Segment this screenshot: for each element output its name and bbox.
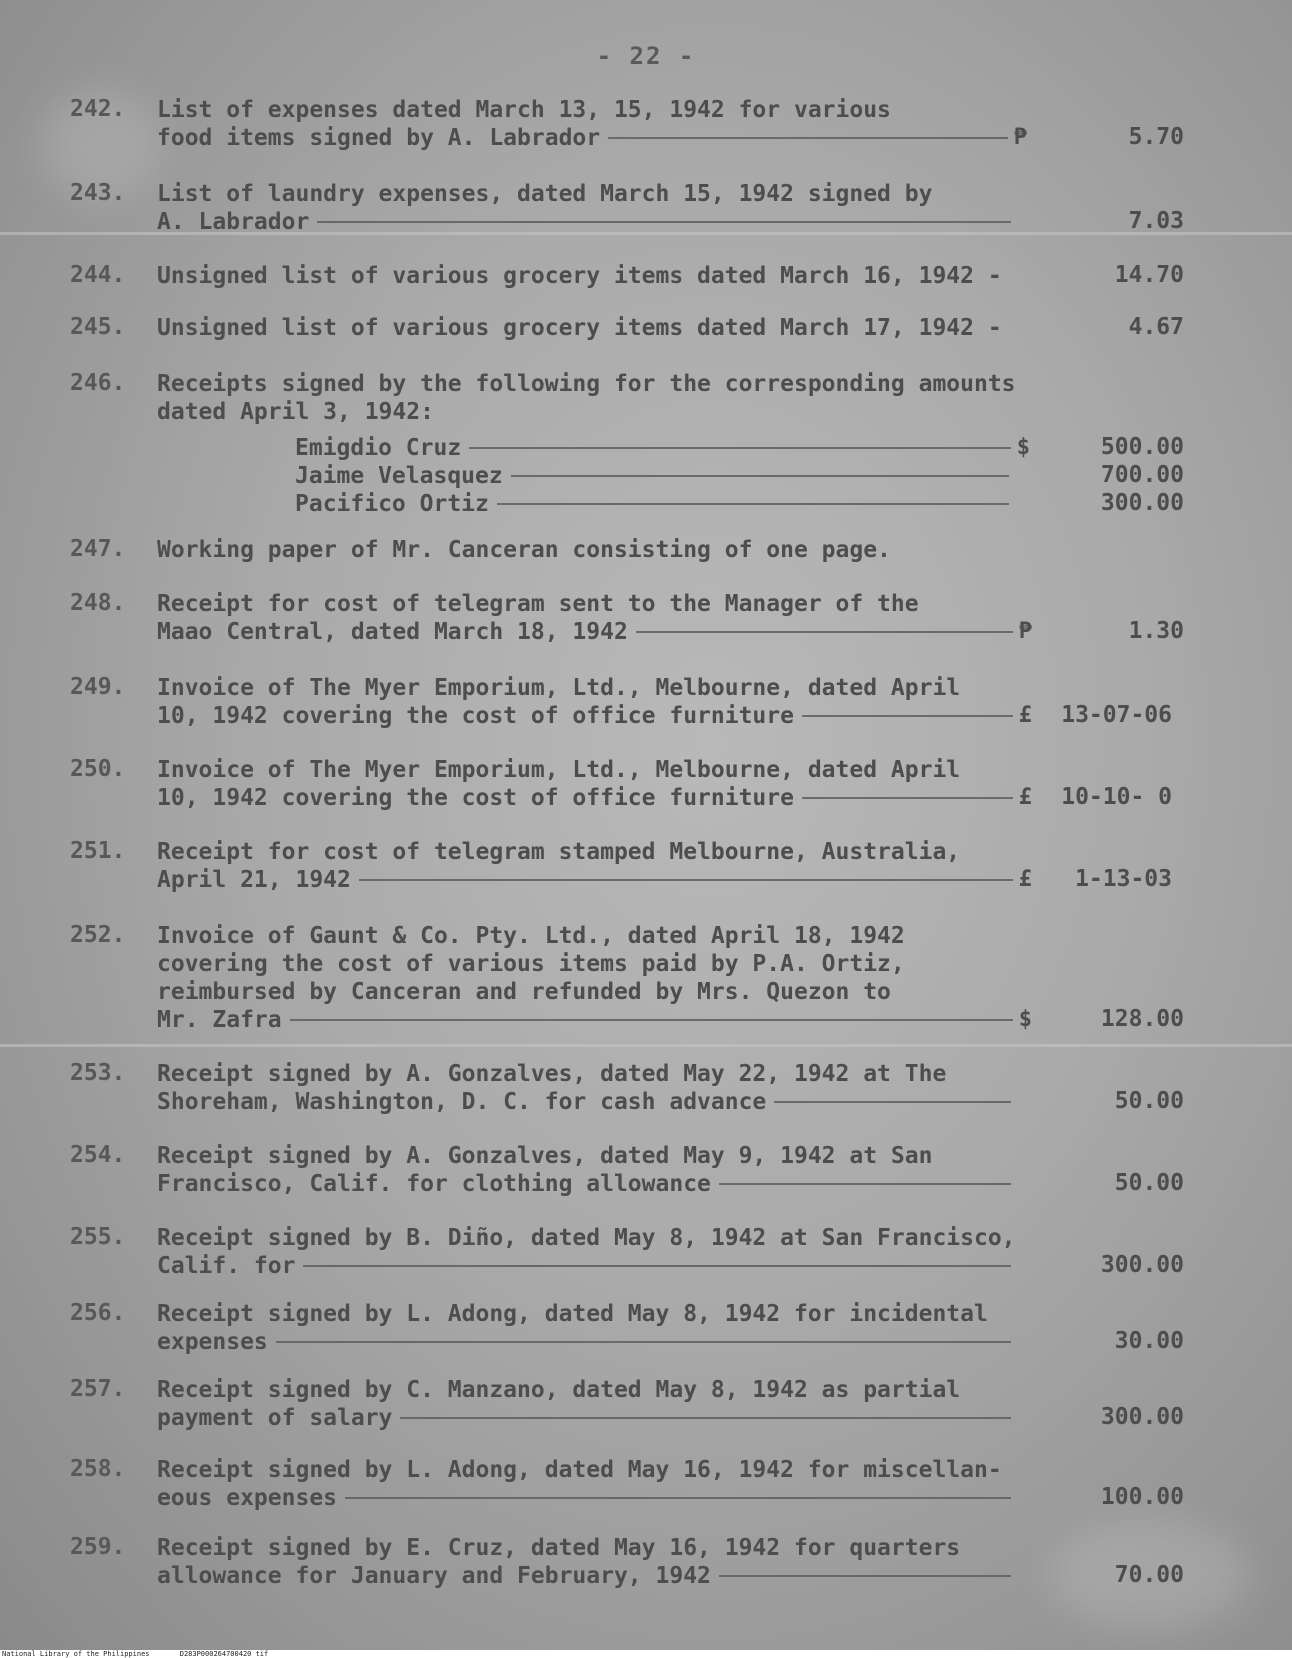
entry-text: Receipt for cost of telegram stamped Melbourne, Australia, bbox=[157, 839, 961, 865]
entry-number: 258. bbox=[70, 1456, 126, 1482]
entry-text: Francisco, Calif. for clothing allowance bbox=[157, 1171, 711, 1197]
payee-name: Pacifico Ortiz bbox=[295, 491, 489, 517]
currency-sign: $ bbox=[1018, 1007, 1032, 1032]
entry-text: List of expenses dated March 13, 15, 1942 for various bbox=[157, 97, 891, 123]
entry-line bbox=[157, 1456, 1037, 1484]
payee-name: Emigdio Cruz bbox=[295, 435, 462, 461]
entry-text: A. Labrador bbox=[157, 209, 310, 235]
entry-line bbox=[157, 180, 1017, 208]
entry-text: dated April 3, 1942: bbox=[157, 399, 434, 425]
entry-amount: 7.03 bbox=[1128, 208, 1184, 234]
scan-footer bbox=[0, 1650, 1292, 1658]
entry-text: Calif. for bbox=[157, 1253, 296, 1279]
entry-number: 244. bbox=[70, 262, 126, 288]
entry-text: Shoreham, Washington, D. C. for cash advance bbox=[157, 1089, 767, 1115]
leader-line bbox=[636, 631, 1013, 633]
entry-line bbox=[157, 398, 1037, 426]
entry-number: 247. bbox=[70, 536, 126, 562]
entry-number: 251. bbox=[70, 838, 126, 864]
entry-text: Unsigned list of various grocery items dated March 16, 1942 - bbox=[157, 263, 1002, 289]
entry-line bbox=[157, 1060, 1037, 1088]
leader-line bbox=[608, 137, 1008, 139]
entry-number: 246. bbox=[70, 370, 126, 396]
leader-line bbox=[359, 879, 1013, 881]
entry-line bbox=[157, 978, 1037, 1006]
entry-text: Receipt signed by E. Cruz, dated May 16, 1942 for quarters bbox=[157, 1535, 961, 1561]
currency-sign: £ bbox=[1018, 785, 1032, 810]
entry-text: Receipt signed by B. Diño, dated May 8, 1942 at San Francisco, bbox=[157, 1225, 1016, 1251]
entry-line bbox=[157, 1252, 1017, 1280]
leader-line bbox=[400, 1417, 1011, 1419]
entry-text: Mr. Zafra bbox=[157, 1007, 282, 1033]
entry-number: 255. bbox=[70, 1224, 126, 1250]
leader-line bbox=[317, 221, 1011, 223]
leader-line bbox=[719, 1183, 1011, 1185]
entry-text: Receipt signed by A. Gonzalves, dated May 9, 1942 at San bbox=[157, 1143, 933, 1169]
entry-number: 249. bbox=[70, 674, 126, 700]
entry-line bbox=[157, 950, 1037, 978]
entry-amount: 14.70 bbox=[1114, 262, 1184, 288]
entry-number: 256. bbox=[70, 1300, 126, 1326]
leader-line bbox=[290, 1019, 1013, 1021]
entry-line bbox=[157, 1170, 1017, 1198]
entry-text: Unsigned list of various grocery items dated March 17, 1942 - bbox=[157, 315, 1002, 341]
library-credit: National Library of the Philippines bbox=[2, 1650, 150, 1658]
entry-number: 254. bbox=[70, 1142, 126, 1168]
entry-text: eous expenses bbox=[157, 1485, 338, 1511]
entry-line bbox=[157, 1404, 1017, 1432]
leader-line bbox=[774, 1101, 1011, 1103]
entry-line bbox=[157, 124, 1027, 152]
payee-amount: 500.00 bbox=[1100, 434, 1184, 460]
file-name: D283P000264700420 tif bbox=[179, 1650, 269, 1658]
entry-line bbox=[157, 314, 1037, 342]
entry-text: Invoice of The Myer Emporium, Ltd., Melbourne, dated April bbox=[157, 675, 961, 701]
entry-text: List of laundry expenses, dated March 15, 1942 signed by bbox=[157, 181, 933, 207]
entry-line bbox=[157, 838, 1037, 866]
entry-amount: 4.67 bbox=[1128, 314, 1184, 340]
entry-line bbox=[157, 1562, 1017, 1590]
entry-line bbox=[157, 618, 1032, 646]
entry-line bbox=[157, 1142, 1037, 1170]
entry-number: 248. bbox=[70, 590, 126, 616]
entry-amount: 300.00 bbox=[1100, 1252, 1184, 1278]
entry-amount: 50.00 bbox=[1114, 1170, 1184, 1196]
payee-amount: 300.00 bbox=[1100, 490, 1184, 516]
entry-amount: 128.00 bbox=[1100, 1006, 1184, 1032]
entry-text: Receipt for cost of telegram sent to the Manager of the bbox=[157, 591, 919, 617]
entry-line bbox=[157, 1224, 1037, 1252]
entry-text: Invoice of The Myer Emporium, Ltd., Melbourne, dated April bbox=[157, 757, 961, 783]
leader-line bbox=[802, 715, 1013, 717]
entry-number: 257. bbox=[70, 1376, 126, 1402]
entry-text: Working paper of Mr. Canceran consisting of one page. bbox=[157, 537, 891, 563]
entry-line bbox=[157, 674, 1037, 702]
payee-row bbox=[295, 490, 1015, 518]
entry-text: payment of salary bbox=[157, 1405, 393, 1431]
entry-amount: 1.30 bbox=[1128, 618, 1184, 644]
currency-sign: £ bbox=[1018, 703, 1032, 728]
currency-sign: $ bbox=[1016, 435, 1030, 460]
currency-sign: ₱ bbox=[1013, 125, 1027, 150]
entry-text: 10, 1942 covering the cost of office furniture bbox=[157, 785, 794, 811]
entry-amount: 10-10- 0 bbox=[1061, 784, 1172, 810]
entry-amount: 300.00 bbox=[1100, 1404, 1184, 1430]
entry-line bbox=[157, 702, 1032, 730]
entry-amount: 30.00 bbox=[1114, 1328, 1184, 1354]
leader-line bbox=[276, 1341, 1011, 1343]
entry-line bbox=[157, 536, 1037, 564]
leader-line bbox=[719, 1575, 1011, 1577]
entry-text: food items signed by A. Labrador bbox=[157, 125, 601, 151]
entry-line bbox=[157, 208, 1017, 236]
entry-text: covering the cost of various items paid by P.A. Ortiz, bbox=[157, 951, 905, 977]
leader-line bbox=[511, 475, 1009, 477]
entry-line bbox=[157, 1484, 1017, 1512]
entry-amount: 5.70 bbox=[1128, 124, 1184, 150]
entry-line bbox=[157, 1088, 1017, 1116]
payee-row bbox=[295, 462, 1015, 490]
entry-text: Receipt signed by A. Gonzalves, dated May 22, 1942 at The bbox=[157, 1061, 947, 1087]
entry-line bbox=[157, 1376, 1037, 1404]
entry-amount: 100.00 bbox=[1100, 1484, 1184, 1510]
entry-line bbox=[157, 1300, 1037, 1328]
payee-name: Jaime Velasquez bbox=[295, 463, 503, 489]
entry-line bbox=[157, 1006, 1032, 1034]
entry-text: 10, 1942 covering the cost of office furniture bbox=[157, 703, 794, 729]
leader-line bbox=[497, 503, 1009, 505]
entry-text: Maao Central, dated March 18, 1942 bbox=[157, 619, 628, 645]
scan-band bbox=[0, 1044, 1292, 1047]
entry-line bbox=[157, 1534, 1037, 1562]
entry-number: 243. bbox=[70, 180, 126, 206]
entry-line bbox=[157, 784, 1032, 812]
entry-line bbox=[157, 262, 1037, 290]
entry-line bbox=[157, 96, 1017, 124]
entry-text: Receipt signed by L. Adong, dated May 16, 1942 for miscellan- bbox=[157, 1457, 1002, 1483]
entry-amount: 1-13-03 bbox=[1075, 866, 1172, 892]
entry-amount: 70.00 bbox=[1114, 1562, 1184, 1588]
leader-line bbox=[469, 447, 1011, 449]
entry-line bbox=[157, 370, 1037, 398]
leader-line bbox=[345, 1497, 1011, 1499]
entry-number: 252. bbox=[70, 922, 126, 948]
payee-row bbox=[295, 434, 1030, 462]
leader-line bbox=[802, 797, 1013, 799]
entry-line bbox=[157, 866, 1032, 894]
entry-amount: 13-07-06 bbox=[1061, 702, 1172, 728]
entry-line bbox=[157, 922, 1037, 950]
entry-text: reimbursed by Canceran and refunded by Mrs. Quezon to bbox=[157, 979, 891, 1005]
entry-text: April 21, 1942 bbox=[157, 867, 351, 893]
entry-text: allowance for January and February, 1942 bbox=[157, 1563, 711, 1589]
entry-text: Receipt signed by C. Manzano, dated May 8, 1942 as partial bbox=[157, 1377, 961, 1403]
entry-number: 242. bbox=[70, 96, 126, 122]
currency-sign: ₱ bbox=[1018, 619, 1032, 644]
entry-text: Invoice of Gaunt & Co. Pty. Ltd., dated April 18, 1942 bbox=[157, 923, 905, 949]
payee-amount: 700.00 bbox=[1100, 462, 1184, 488]
entry-text: Receipt signed by L. Adong, dated May 8, 1942 for incidental bbox=[157, 1301, 988, 1327]
entry-number: 253. bbox=[70, 1060, 126, 1086]
entry-line bbox=[157, 1328, 1017, 1356]
entry-text: expenses bbox=[157, 1329, 268, 1355]
entry-line bbox=[157, 590, 1037, 618]
leader-line bbox=[303, 1265, 1011, 1267]
entry-number: 259. bbox=[70, 1534, 126, 1560]
entry-amount: 50.00 bbox=[1114, 1088, 1184, 1114]
entry-number: 245. bbox=[70, 314, 126, 340]
entry-number: 250. bbox=[70, 756, 126, 782]
page-number: - 22 - bbox=[596, 42, 696, 70]
currency-sign: £ bbox=[1018, 867, 1032, 892]
entry-line bbox=[157, 756, 1037, 784]
entry-text: Receipts signed by the following for the corresponding amounts bbox=[157, 371, 1016, 397]
